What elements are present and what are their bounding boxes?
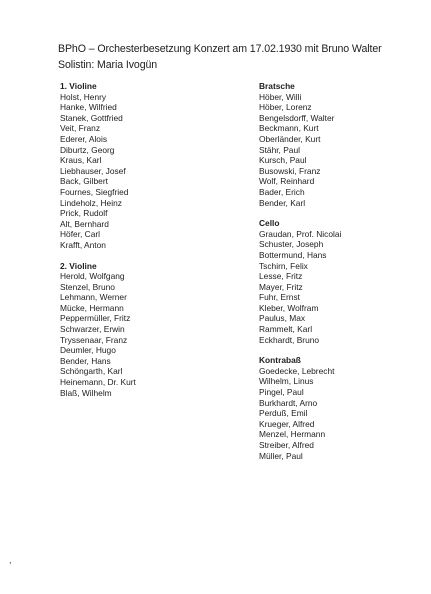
musician-name: Tschirn, Felix bbox=[259, 260, 308, 271]
musician-name: Kursch, Paul bbox=[259, 155, 307, 166]
musician-name: Perduß, Emil bbox=[259, 408, 308, 419]
musician-name: Oberländer, Kurt bbox=[259, 133, 321, 144]
musician-name: Goedecke, Lebrecht bbox=[259, 365, 335, 376]
musician-name: Lesse, Fritz bbox=[259, 271, 303, 282]
musician-name: Beckmann, Kurt bbox=[259, 123, 319, 134]
musician-name: Tryssenaar, Franz bbox=[60, 334, 128, 345]
musician-name: Rammelt, Karl bbox=[259, 324, 313, 335]
document-header bbox=[58, 42, 418, 73]
musician-name: Schöngarth, Karl bbox=[60, 366, 123, 377]
musician-name: Ederer, Alois bbox=[60, 133, 108, 144]
musician-name: Fournes, Siegfried bbox=[60, 186, 129, 197]
musician-name: Diburtz, Georg bbox=[60, 144, 115, 155]
musician-name: Kleber, Wolfram bbox=[259, 302, 319, 313]
musician-name: Alt, Bernhard bbox=[60, 218, 109, 229]
musician-name: Streiber, Alfred bbox=[259, 440, 314, 450]
musician-name: Wolf, Reinhard bbox=[259, 176, 315, 187]
musician-name: Liebhauser, Josef bbox=[60, 165, 126, 176]
musician-name: Stenzel, Bruno bbox=[60, 281, 115, 292]
musician-name: Pingel, Paul bbox=[259, 387, 304, 398]
section-heading: 2. Violine bbox=[60, 260, 97, 271]
musician-name: Peppermüller, Fritz bbox=[60, 313, 131, 324]
musician-name: Schuster, Joseph bbox=[259, 239, 324, 250]
musician-name: Deumler, Hugo bbox=[60, 345, 116, 356]
musician-name: Hanke, Wilfried bbox=[60, 102, 117, 113]
section-bratsche bbox=[259, 81, 419, 208]
musician-name: Fuhr, Ernst bbox=[259, 292, 300, 303]
musician-name: Bottermund, Hans bbox=[259, 249, 327, 260]
musician-name: Bender, Hans bbox=[60, 355, 111, 366]
right-column bbox=[259, 81, 419, 471]
musician-name: Bender, Karl bbox=[259, 197, 306, 208]
musician-name: Stanek, Gottfried bbox=[60, 112, 123, 123]
musician-name: Veit, Franz bbox=[60, 123, 101, 134]
musician-name: Back, Gilbert bbox=[60, 176, 108, 187]
section-heading: Bratsche bbox=[259, 81, 295, 91]
musician-name: Stähr, Paul bbox=[259, 144, 300, 155]
musician-name: Bader, Erich bbox=[259, 186, 305, 197]
section-heading: Kontrabaß bbox=[259, 355, 301, 366]
musician-name: Blaß, Wilhelm bbox=[60, 387, 112, 398]
musician-name: Holst, Henry bbox=[60, 91, 107, 102]
musician-name: Heinemann, Dr. Kurt bbox=[60, 377, 136, 388]
section-kontrabass bbox=[259, 355, 419, 461]
section-cello bbox=[259, 218, 419, 345]
section-heading: 1. Violine bbox=[60, 81, 97, 91]
musician-name: Busowski, Franz bbox=[259, 165, 321, 176]
musician-name: Prick, Rudolf bbox=[60, 208, 108, 219]
section-heading: Cello bbox=[259, 218, 280, 229]
soloist-line: Solistin: Maria Ivogün bbox=[58, 58, 158, 71]
musician-name: Lindeholz, Heinz bbox=[60, 197, 122, 208]
musician-name: Graudan, Prof. Nicolai bbox=[259, 228, 342, 239]
musician-name: Schwarzer, Erwin bbox=[60, 324, 125, 335]
musician-name: Eckhardt, Bruno bbox=[259, 334, 320, 345]
musician-name: Müller, Paul bbox=[259, 450, 303, 461]
musician-name: Bengelsdorff, Walter bbox=[259, 112, 335, 123]
scan-speck: , bbox=[9, 555, 12, 565]
musician-name: Höber, Willi bbox=[259, 91, 302, 102]
musician-name: Höfer, Carl bbox=[60, 229, 101, 240]
musician-name: Krueger, Alfred bbox=[259, 418, 315, 429]
musician-name: Menzel, Hermann bbox=[259, 429, 326, 440]
document-title: BPhO – Orchesterbesetzung Konzert am 17.02.1930 mit Bruno Walter bbox=[58, 43, 382, 55]
musician-name: Paulus, Max bbox=[259, 313, 306, 324]
section-1-violine bbox=[60, 81, 220, 251]
left-column bbox=[60, 81, 220, 408]
musician-name: Krafft, Anton bbox=[60, 239, 106, 250]
musician-name: Burkhardt, Arno bbox=[259, 397, 318, 408]
musician-name: Kraus, Karl bbox=[60, 155, 102, 166]
musician-name: Lehmann, Werner bbox=[60, 292, 127, 303]
musician-name: Höber, Lorenz bbox=[259, 102, 312, 113]
musician-name: Mücke, Hermann bbox=[60, 302, 124, 313]
musician-name: Herold, Wolfgang bbox=[60, 271, 125, 282]
musician-name: Mayer, Fritz bbox=[259, 281, 303, 292]
musician-name: Wilhelm, Linus bbox=[259, 376, 314, 387]
section-2-violine bbox=[60, 261, 220, 399]
